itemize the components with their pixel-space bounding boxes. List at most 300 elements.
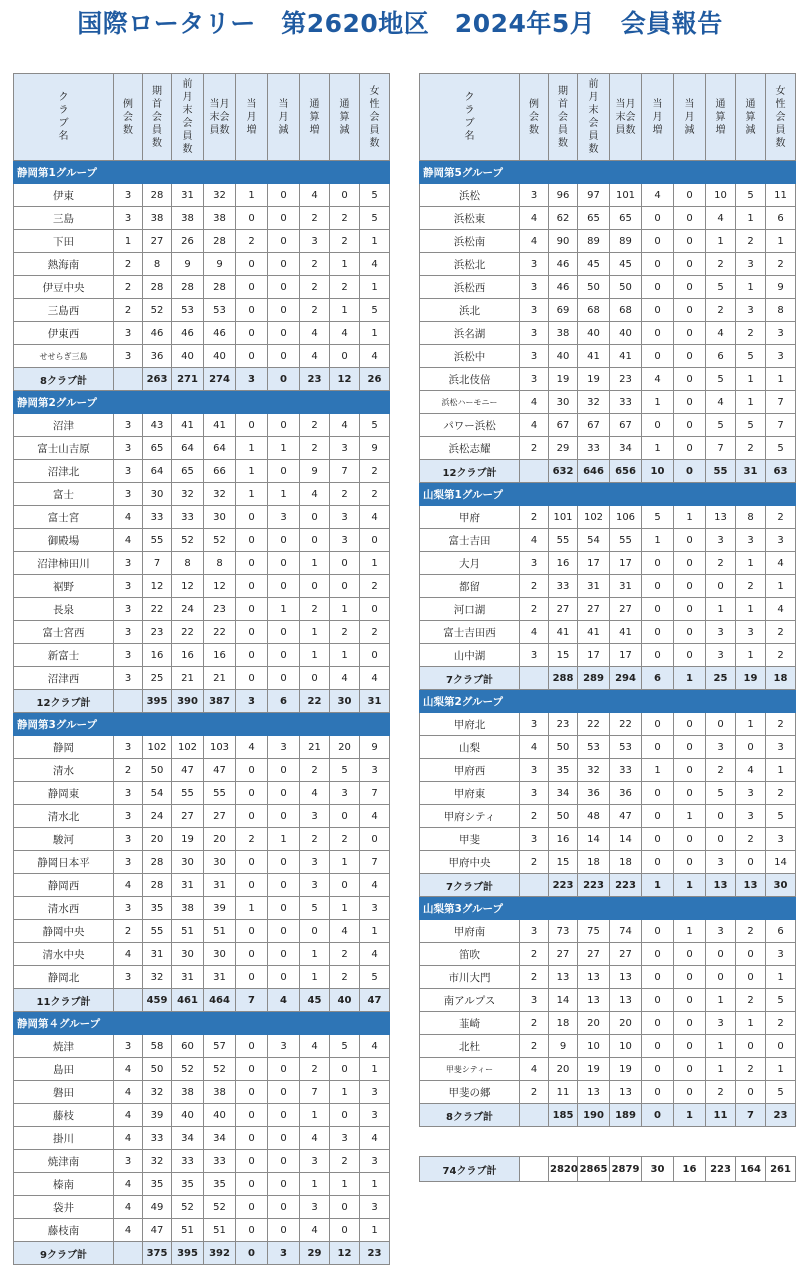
table-row — [420, 230, 796, 253]
cell-start: 30 — [143, 483, 172, 506]
header-label: 例会数 — [529, 98, 539, 136]
cell-cum-dec: 1 — [736, 713, 766, 736]
cell-dec: 0 — [674, 322, 706, 345]
table-row — [420, 943, 796, 966]
cell-inc: 0 — [642, 230, 674, 253]
cell-start: 55 — [549, 529, 578, 552]
cell-start: 15 — [549, 644, 578, 667]
cell-cum-dec: 1 — [330, 897, 360, 920]
total-prev: 390 — [172, 690, 204, 713]
cell-inc: 0 — [236, 1081, 268, 1104]
cell-cum-dec: 2 — [736, 920, 766, 943]
cell-current: 40 — [610, 322, 642, 345]
cell-prev: 31 — [172, 874, 204, 897]
cell-current: 50 — [610, 276, 642, 299]
table-row — [14, 874, 390, 897]
cell-prev: 13 — [578, 989, 610, 1012]
cell-meetings: 4 — [520, 414, 549, 437]
cell-cum-dec: 4 — [330, 920, 360, 943]
cell-dec: 0 — [268, 782, 300, 805]
cell-inc: 0 — [236, 667, 268, 690]
cell-women: 4 — [360, 874, 390, 897]
table-row — [420, 299, 796, 322]
total-inc: 3 — [236, 368, 268, 391]
cell-club: 浜松北 — [420, 253, 520, 276]
cell-meetings: 3 — [520, 253, 549, 276]
cell-current: 23 — [204, 598, 236, 621]
cell-meetings: 2 — [520, 966, 549, 989]
cell-meetings: 3 — [114, 851, 143, 874]
cell-current: 32 — [204, 483, 236, 506]
cell-club: 静岡東 — [14, 782, 114, 805]
cell-club: 静岡北 — [14, 966, 114, 989]
table-row — [420, 1058, 796, 1081]
cell-women: 3 — [766, 943, 796, 966]
table-row — [14, 575, 390, 598]
cell-inc: 0 — [236, 345, 268, 368]
cell-cum-dec: 1 — [330, 644, 360, 667]
cell-women: 5 — [360, 184, 390, 207]
cell-current: 27 — [204, 805, 236, 828]
header-row — [14, 74, 390, 161]
total-prev: 395 — [172, 1242, 204, 1265]
table-row — [420, 828, 796, 851]
cell-cum-dec: 5 — [330, 759, 360, 782]
cell-meetings: 4 — [520, 207, 549, 230]
cell-meetings: 3 — [520, 989, 549, 1012]
cell-start: 13 — [549, 966, 578, 989]
cell-dec: 0 — [674, 644, 706, 667]
cell-club: 掛川 — [14, 1127, 114, 1150]
cell-women: 4 — [360, 1127, 390, 1150]
group-header-row — [420, 690, 796, 713]
cell-start: 49 — [143, 1196, 172, 1219]
cell-start: 62 — [549, 207, 578, 230]
cell-dec: 0 — [674, 598, 706, 621]
cell-prev: 19 — [172, 828, 204, 851]
cell-meetings: 3 — [520, 644, 549, 667]
cell-current: 20 — [204, 828, 236, 851]
cell-start: 27 — [549, 943, 578, 966]
cell-inc: 0 — [236, 552, 268, 575]
cell-current: 47 — [204, 759, 236, 782]
cell-start: 50 — [549, 736, 578, 759]
cell-inc: 0 — [236, 575, 268, 598]
cell-cum-inc: 0 — [300, 529, 330, 552]
membership-table-right — [419, 73, 796, 1127]
cell-meetings: 3 — [114, 598, 143, 621]
cell-club: 静岡西 — [14, 874, 114, 897]
cell-dec: 0 — [674, 943, 706, 966]
cell-inc: 0 — [642, 1035, 674, 1058]
cell-current: 52 — [204, 529, 236, 552]
cell-cum-inc: 3 — [706, 644, 736, 667]
cell-start: 32 — [143, 966, 172, 989]
cell-current: 65 — [610, 207, 642, 230]
cell-club: 甲府 — [420, 506, 520, 529]
cell-inc: 0 — [642, 299, 674, 322]
cell-inc: 0 — [236, 1150, 268, 1173]
cell-cum-dec: 4 — [330, 414, 360, 437]
cell-prev: 40 — [172, 345, 204, 368]
cell-cum-inc: 5 — [706, 368, 736, 391]
cell-cum-dec: 2 — [736, 437, 766, 460]
cell-start: 58 — [143, 1035, 172, 1058]
header-label: クラブ名 — [464, 92, 475, 142]
cell-women: 2 — [766, 713, 796, 736]
cell-current: 89 — [610, 230, 642, 253]
header-label: 当月減 — [684, 98, 695, 136]
cell-start: 23 — [549, 713, 578, 736]
table-row — [14, 483, 390, 506]
cell-prev: 20 — [578, 1012, 610, 1035]
total-women: 23 — [360, 1242, 390, 1265]
cell-club: 甲府シティ — [420, 805, 520, 828]
cell-dec: 0 — [674, 621, 706, 644]
total-current: 656 — [610, 460, 642, 483]
cell-women: 3 — [360, 1196, 390, 1219]
total-start: 288 — [549, 667, 578, 690]
cell-cum-dec: 1 — [736, 598, 766, 621]
cell-women: 1 — [360, 1173, 390, 1196]
cell-meetings: 2 — [520, 943, 549, 966]
cell-cum-dec: 1 — [736, 644, 766, 667]
cell-meetings: 2 — [114, 920, 143, 943]
table-row — [14, 414, 390, 437]
cell-prev: 65 — [172, 460, 204, 483]
cell-meetings: 4 — [520, 621, 549, 644]
cell-meetings: 3 — [520, 782, 549, 805]
cell-inc: 0 — [642, 276, 674, 299]
cell-meetings: 2 — [520, 851, 549, 874]
cell-cum-inc: 2 — [706, 299, 736, 322]
cell-inc: 0 — [642, 322, 674, 345]
cell-prev: 38 — [172, 207, 204, 230]
cell-dec: 0 — [268, 851, 300, 874]
total-inc: 1 — [642, 874, 674, 897]
cell-inc: 0 — [236, 414, 268, 437]
cell-current: 8 — [204, 552, 236, 575]
cell-meetings: 4 — [114, 529, 143, 552]
cell-women: 2 — [360, 621, 390, 644]
cell-club: 伊東 — [14, 184, 114, 207]
group-total-row — [14, 368, 390, 391]
cell-current: 31 — [204, 874, 236, 897]
total-club: 8クラブ計 — [420, 1104, 520, 1127]
cell-meetings: 4 — [114, 1127, 143, 1150]
cell-cum-inc: 3 — [300, 805, 330, 828]
cell-start: 46 — [143, 322, 172, 345]
cell-current: 16 — [204, 644, 236, 667]
total-dec: 4 — [268, 989, 300, 1012]
cell-dec: 0 — [268, 966, 300, 989]
cell-dec: 1 — [268, 598, 300, 621]
cell-women: 11 — [766, 184, 796, 207]
group-header-row — [14, 713, 390, 736]
header-club — [14, 74, 114, 161]
cell-prev: 51 — [172, 1219, 204, 1242]
table-row — [14, 1035, 390, 1058]
cell-inc: 0 — [642, 805, 674, 828]
cell-cum-dec: 0 — [330, 345, 360, 368]
cell-women: 4 — [360, 1035, 390, 1058]
table-row — [420, 805, 796, 828]
cell-start: 32 — [143, 1150, 172, 1173]
cell-inc: 0 — [642, 1081, 674, 1104]
cell-inc: 0 — [236, 598, 268, 621]
table-row — [420, 506, 796, 529]
cell-dec: 0 — [268, 621, 300, 644]
header-prev — [578, 74, 610, 161]
cell-prev: 41 — [172, 414, 204, 437]
cell-current: 64 — [204, 437, 236, 460]
cell-cum-dec: 4 — [330, 667, 360, 690]
cell-inc: 0 — [236, 1035, 268, 1058]
cell-club: 富士宮西 — [14, 621, 114, 644]
cell-meetings: 4 — [114, 1081, 143, 1104]
cell-prev: 52 — [172, 529, 204, 552]
cell-meetings: 3 — [520, 713, 549, 736]
table-row — [420, 989, 796, 1012]
cell-women: 1 — [360, 276, 390, 299]
cell-meetings: 2 — [520, 1012, 549, 1035]
table-row — [420, 529, 796, 552]
table-row — [14, 1127, 390, 1150]
table-row — [420, 322, 796, 345]
cell-dec: 0 — [674, 552, 706, 575]
cell-women: 7 — [766, 391, 796, 414]
cell-inc: 0 — [236, 299, 268, 322]
table-row — [420, 552, 796, 575]
cell-start: 38 — [549, 322, 578, 345]
cell-dec: 0 — [674, 989, 706, 1012]
cell-current: 39 — [204, 897, 236, 920]
cell-meetings: 4 — [114, 1219, 143, 1242]
cell-start: 29 — [549, 437, 578, 460]
cell-cum-dec: 3 — [736, 621, 766, 644]
cell-club: 浜松東 — [420, 207, 520, 230]
table-row — [14, 437, 390, 460]
header-inc — [642, 74, 674, 161]
cell-inc: 1 — [642, 759, 674, 782]
cell-prev: 27 — [578, 598, 610, 621]
cell-cum-dec: 2 — [736, 1058, 766, 1081]
cell-dec: 0 — [268, 1104, 300, 1127]
cell-current: 21 — [204, 667, 236, 690]
cell-prev: 14 — [578, 828, 610, 851]
cell-meetings: 3 — [520, 920, 549, 943]
grand-dec: 16 — [674, 1157, 706, 1182]
cell-dec: 0 — [268, 322, 300, 345]
cell-cum-dec: 5 — [330, 1035, 360, 1058]
total-women: 63 — [766, 460, 796, 483]
cell-women: 9 — [766, 276, 796, 299]
grand-cum-dec: 164 — [736, 1157, 766, 1182]
table-row — [420, 782, 796, 805]
cell-prev: 21 — [172, 667, 204, 690]
cell-cum-dec: 2 — [330, 943, 360, 966]
cell-cum-dec: 0 — [330, 1219, 360, 1242]
cell-cum-dec: 5 — [736, 345, 766, 368]
cell-inc: 0 — [642, 828, 674, 851]
total-inc: 0 — [236, 1242, 268, 1265]
cell-cum-dec: 5 — [736, 184, 766, 207]
cell-current: 17 — [610, 644, 642, 667]
total-inc: 0 — [642, 1104, 674, 1127]
cell-current: 34 — [610, 437, 642, 460]
table-row — [420, 1081, 796, 1104]
cell-start: 46 — [549, 276, 578, 299]
header-label: 通算減 — [745, 98, 756, 136]
header-label: 前月末会員数 — [588, 79, 599, 155]
table-row — [420, 736, 796, 759]
cell-current: 27 — [610, 943, 642, 966]
cell-club: 三島 — [14, 207, 114, 230]
cell-cum-dec: 3 — [736, 299, 766, 322]
cell-prev: 18 — [578, 851, 610, 874]
cell-start: 11 — [549, 1081, 578, 1104]
cell-prev: 17 — [578, 644, 610, 667]
cell-current: 23 — [610, 368, 642, 391]
cell-cum-inc: 4 — [300, 1127, 330, 1150]
cell-cum-dec: 3 — [330, 506, 360, 529]
cell-inc: 0 — [642, 253, 674, 276]
cell-dec: 0 — [268, 1196, 300, 1219]
cell-cum-inc: 1 — [300, 1104, 330, 1127]
cell-start: 65 — [143, 437, 172, 460]
total-current: 223 — [610, 874, 642, 897]
cell-meetings: 3 — [114, 621, 143, 644]
cell-dec: 0 — [674, 851, 706, 874]
cell-inc: 0 — [236, 920, 268, 943]
header-label: 女性会員数 — [369, 85, 380, 149]
cell-inc: 0 — [642, 736, 674, 759]
cell-club: 沼津 — [14, 414, 114, 437]
cell-women: 1 — [360, 322, 390, 345]
table-row — [14, 529, 390, 552]
cell-women: 9 — [360, 437, 390, 460]
table-row — [14, 230, 390, 253]
cell-prev: 10 — [578, 1035, 610, 1058]
cell-meetings: 3 — [114, 897, 143, 920]
cell-inc: 1 — [236, 460, 268, 483]
cell-current: 13 — [610, 989, 642, 1012]
header-inc — [236, 74, 268, 161]
cell-club: 北杜 — [420, 1035, 520, 1058]
cell-meetings: 2 — [520, 805, 549, 828]
cell-prev: 33 — [172, 1150, 204, 1173]
cell-club: 静岡日本平 — [14, 851, 114, 874]
table-row — [14, 828, 390, 851]
total-club: 12クラブ計 — [420, 460, 520, 483]
cell-start: 28 — [143, 276, 172, 299]
cell-cum-dec: 3 — [330, 529, 360, 552]
cell-cum-inc: 5 — [300, 897, 330, 920]
cell-inc: 0 — [236, 1058, 268, 1081]
cell-prev: 48 — [578, 805, 610, 828]
cell-prev: 13 — [578, 966, 610, 989]
cell-current: 55 — [610, 529, 642, 552]
cell-start: 7 — [143, 552, 172, 575]
cell-meetings: 3 — [114, 345, 143, 368]
cell-dec: 0 — [674, 368, 706, 391]
total-cum-inc: 45 — [300, 989, 330, 1012]
total-cum-inc: 29 — [300, 1242, 330, 1265]
cell-prev: 64 — [172, 437, 204, 460]
cell-club: 富士吉田 — [420, 529, 520, 552]
cell-meetings: 4 — [114, 506, 143, 529]
cell-club: 沼津西 — [14, 667, 114, 690]
cell-cum-inc: 6 — [706, 345, 736, 368]
cell-cum-inc: 7 — [706, 437, 736, 460]
cell-prev: 67 — [578, 414, 610, 437]
cell-meetings: 3 — [114, 644, 143, 667]
total-club: 11クラブ計 — [14, 989, 114, 1012]
header-club — [420, 74, 520, 161]
group-total-row — [420, 874, 796, 897]
cell-women: 5 — [360, 207, 390, 230]
table-row — [420, 184, 796, 207]
cell-club: 長泉 — [14, 598, 114, 621]
total-start: 459 — [143, 989, 172, 1012]
cell-dec: 1 — [268, 483, 300, 506]
cell-start: 35 — [549, 759, 578, 782]
cell-current: 68 — [610, 299, 642, 322]
cell-start: 35 — [143, 897, 172, 920]
total-start: 263 — [143, 368, 172, 391]
table-row — [14, 782, 390, 805]
cell-dec: 0 — [674, 345, 706, 368]
cell-cum-dec: 0 — [330, 874, 360, 897]
cell-current: 41 — [610, 345, 642, 368]
table-row — [14, 644, 390, 667]
cell-cum-inc: 2 — [706, 253, 736, 276]
cell-cum-dec: 3 — [736, 253, 766, 276]
cell-cum-inc: 9 — [300, 460, 330, 483]
cell-inc: 0 — [642, 621, 674, 644]
cell-women: 0 — [360, 598, 390, 621]
total-current: 274 — [204, 368, 236, 391]
cell-meetings: 4 — [114, 1058, 143, 1081]
cell-cum-inc: 2 — [300, 828, 330, 851]
cell-cum-inc: 1 — [300, 943, 330, 966]
total-meetings — [520, 1104, 549, 1127]
cell-inc: 4 — [236, 736, 268, 759]
cell-cum-inc: 2 — [706, 759, 736, 782]
cell-cum-dec: 4 — [330, 322, 360, 345]
cell-cum-inc: 2 — [300, 276, 330, 299]
cell-cum-inc: 3 — [300, 1150, 330, 1173]
cell-dec: 0 — [268, 943, 300, 966]
cell-cum-inc: 3 — [300, 874, 330, 897]
grand-women: 261 — [766, 1157, 796, 1182]
cell-cum-dec: 1 — [736, 1012, 766, 1035]
cell-prev: 65 — [578, 207, 610, 230]
cell-prev: 19 — [578, 368, 610, 391]
cell-inc: 0 — [642, 782, 674, 805]
cell-cum-inc: 0 — [300, 667, 330, 690]
cell-start: 38 — [143, 207, 172, 230]
cell-meetings: 3 — [114, 828, 143, 851]
table-row — [14, 1219, 390, 1242]
cell-dec: 0 — [268, 1058, 300, 1081]
cell-current: 40 — [204, 345, 236, 368]
cell-club: 市川大門 — [420, 966, 520, 989]
cell-women: 5 — [766, 805, 796, 828]
cell-start: 36 — [143, 345, 172, 368]
cell-current: 31 — [204, 966, 236, 989]
cell-cum-dec: 2 — [330, 828, 360, 851]
